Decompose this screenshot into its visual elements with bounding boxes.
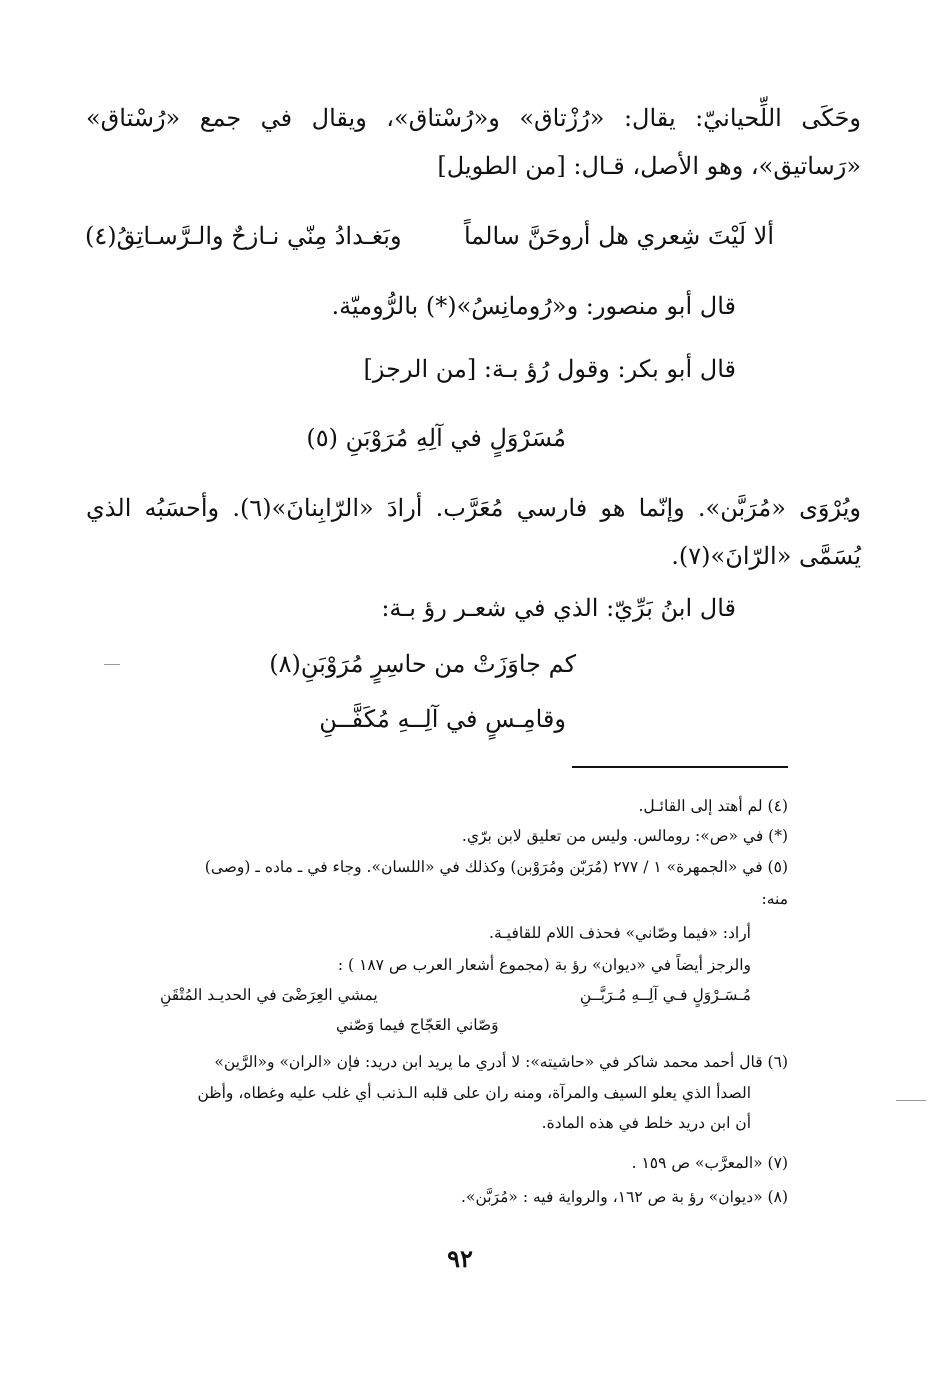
verse-1-first-hemistich: ألا لَيْتَ شِعري هل أروحَنَّ سالماً bbox=[463, 222, 774, 250]
line-ibn-barri: قال ابنُ بَرِّيّ: الذي في شعـر رؤ بـة: bbox=[381, 594, 736, 622]
footnote-star: (*) في «ص»: رومالس. وليس من تعليق لابن برّي. bbox=[461, 827, 788, 845]
footnote-5-line-1: (٥) في «الجمهرة» ١ / ٢٧٧ (مُرَبّن ومُرَوْبن) وكذلك في «اللسان». وجاء في ـ ماده ـ (وصى) bbox=[204, 858, 788, 876]
footnote-5-line-2: منه: bbox=[761, 890, 788, 908]
footnote-separator bbox=[572, 766, 788, 768]
footnote-5-verse-second: يمشي العِرَضْىَ في الحديـد المُتْقَنِ bbox=[160, 986, 378, 1004]
footnote-5-line-3: أراد: «فيما وصّاني» فحذف اللام للقافيـة. bbox=[489, 924, 751, 942]
page-number: ٩٢ bbox=[447, 1244, 473, 1273]
verse-3a: كم جاوَزَتْ من حاسِرٍ مُرَوْبَنِ(٨) bbox=[269, 650, 576, 678]
footnote-6-line-3: أن ابن دريد خلط في هذه المادة. bbox=[541, 1114, 751, 1132]
footnote-6-line-1: (٦) قال أحمد محمد شاكر في «حاشيته»: لا أدري ما يريد ابن دريد: فإن «الران» و«الرَّين» bbox=[214, 1053, 788, 1071]
paragraph-murabban: ويُرْوَى «مُرَبَّن». وإنّما هو فارسي مُعَرَّب. أرادَ «الرّابِنانَ»(٦). وأحسَبُه الذي يُسَمَّى «الرّانَ»(٧). bbox=[86, 494, 861, 570]
line-abu-mansur: قال أبو منصور: و«رُومانِسُ»(*) بالرُّوميّة. bbox=[331, 292, 736, 320]
footnote-8: (٨) «ديوان» رؤ بة ص ١٦٢، والرواية فيه : «مُرَبَّن». bbox=[461, 1188, 788, 1206]
footnote-5-line-4: والرجز أيضاً في «ديوان» رؤ بة (مجموع أشعار العرب ص ١٨٧ ) : bbox=[337, 956, 751, 974]
footnote-5-verse-first: مُـسَـرْوَلٍ فـي آلِــهِ مُـرَبَّــنِ bbox=[579, 986, 751, 1004]
margin-mark bbox=[104, 664, 120, 665]
footnote-5-verse-b: وَصّاني العَجّاج فيما وَصّني bbox=[336, 1016, 499, 1034]
verse-1-second-hemistich: وبَغـدادُ مِنّي نـازحٌ والـرَّسـاتِقُ(٤) bbox=[85, 222, 402, 250]
footnote-4: (٤) لم أهتد إلى القائـل. bbox=[638, 797, 788, 815]
verse-3b: وقامِـسٍ في آلِــهِ مُكَفَّــنِ bbox=[319, 705, 566, 733]
footnote-6-line-2: الصدأ الذي يعلو السيف والمرآة، ومنه ران على قلبه الـذنب أي غلب عليه وغطاه، وأظن bbox=[197, 1084, 751, 1102]
footnote-7: (٧) «المعرَّب» ص ١٥٩ . bbox=[631, 1154, 788, 1172]
verse-2: مُسَرْوَلٍ في آلِهِ مُرَوْبَنِ (٥) bbox=[306, 424, 566, 452]
margin-mark bbox=[896, 1100, 926, 1101]
line-abu-bakr: قال أبو بكر: وقول رُؤ بـة: [من الرجز] bbox=[363, 355, 736, 383]
paragraph-rustaq: وحَكَى اللِّحيانيّ: يقال: «رُزْتاق» و«رُسْتاق»، ويقال في جمع «رُسْتاق» «رَساتيق»، وهو الأصل، قـال: [من الطويل] bbox=[86, 104, 861, 180]
